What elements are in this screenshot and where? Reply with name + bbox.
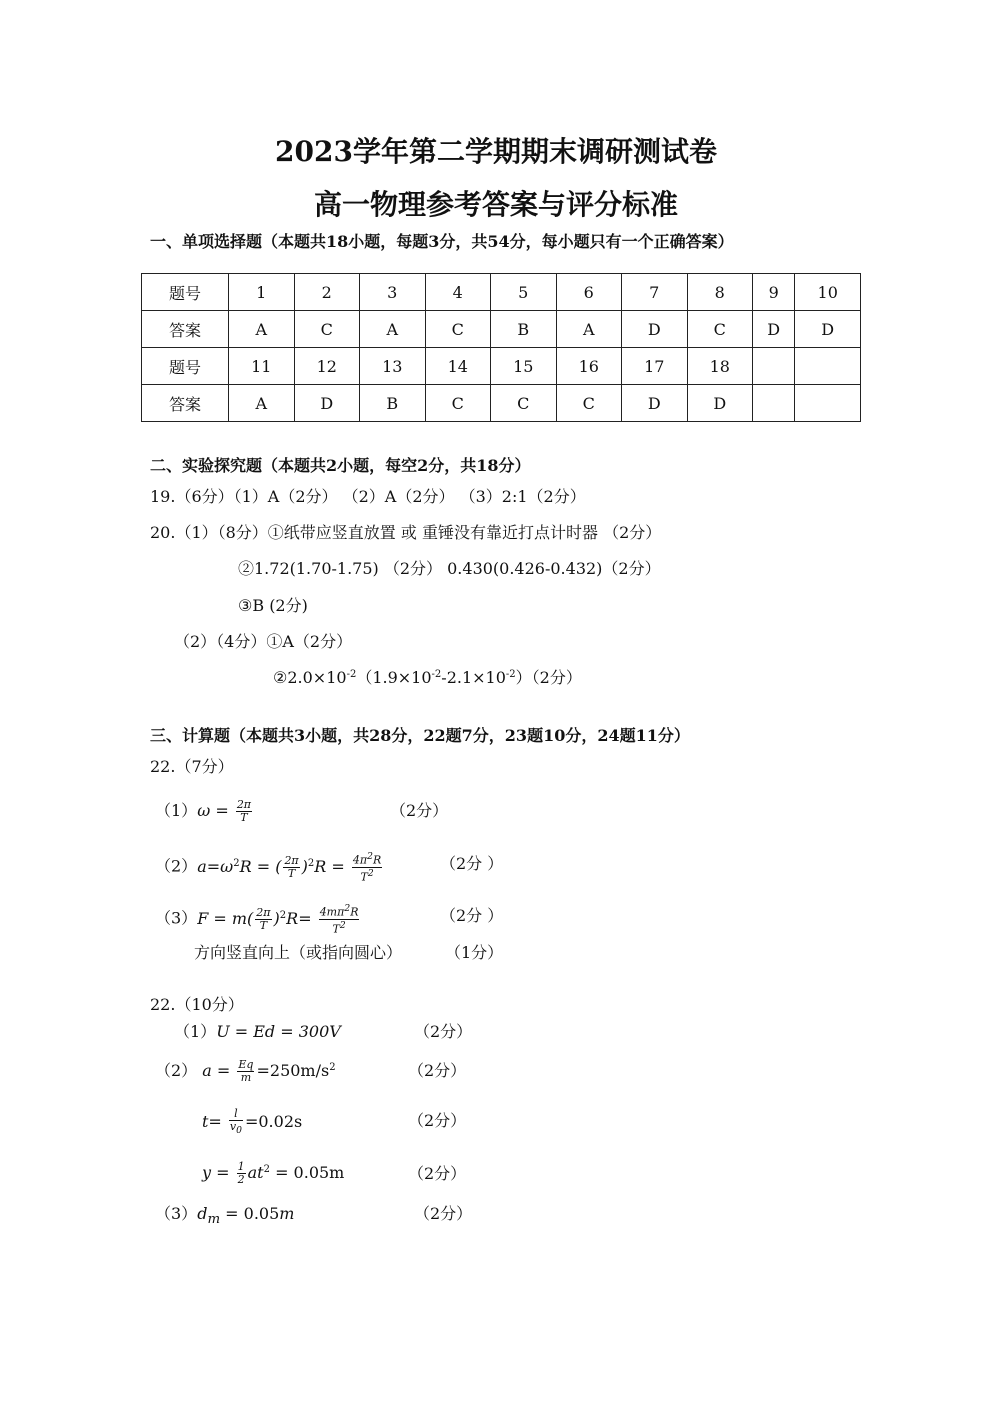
score: （1分）	[445, 943, 504, 962]
table-cell: C	[556, 385, 622, 422]
part-label: （2）	[155, 1061, 198, 1080]
section-2-header: 二、实验探究题（本题共2小题，每空2分，共18分）	[150, 456, 531, 475]
displacement-value: = 0.05m	[275, 1163, 345, 1182]
table-cell: C	[294, 311, 360, 348]
score: （2分）	[408, 1111, 467, 1130]
table-row	[142, 311, 861, 348]
acc-value: =250m/s	[256, 1061, 330, 1080]
table-cell	[795, 348, 861, 385]
table-row	[142, 274, 861, 311]
answer-22-direction: 方向竖直向上（或指向圆心）	[194, 943, 403, 962]
answer-22-part-3	[155, 903, 361, 935]
table-cell: 12	[294, 348, 360, 385]
answer-20-line-4: （2）（4分）①A（2分）	[174, 632, 353, 651]
table-cell: B	[360, 385, 426, 422]
answer-22-heading: 22.（7分）	[150, 757, 234, 776]
answer-20-range-end: -2.1×10	[441, 668, 506, 687]
unit-m: m	[279, 1204, 295, 1223]
part-label: （1）	[174, 1022, 217, 1041]
table-cell: 6	[556, 274, 622, 311]
table-cell: D	[294, 385, 360, 422]
answer-20-value: ②2.0×10	[273, 668, 347, 687]
table-cell: B	[491, 311, 557, 348]
formula-time: t= $\frac{l}{v_0}$	[202, 1107, 242, 1137]
table-cell: 2	[294, 274, 360, 311]
part-label: （3）	[155, 908, 198, 928]
table-cell: A	[229, 311, 295, 348]
answer-22b-part-2: （2） a = $\frac{Eq}{m}$ $=250m/s^2$	[155, 1058, 336, 1084]
table-cell: 16	[556, 348, 622, 385]
table-cell: A	[556, 311, 622, 348]
answer-22b-heading: 22.（10分）	[150, 995, 244, 1014]
answer-22b-time	[202, 1108, 302, 1137]
table-cell: 11	[229, 348, 295, 385]
exponent: -2	[431, 669, 442, 680]
row-label: 题号	[142, 348, 229, 385]
table-cell	[753, 348, 795, 385]
part-label: （2）	[155, 856, 198, 876]
exponent: -2	[505, 669, 516, 680]
table-cell: C	[425, 311, 491, 348]
table-cell: 14	[425, 348, 491, 385]
table-cell: D	[622, 385, 688, 422]
table-cell: 15	[491, 348, 557, 385]
score: （2分）	[390, 801, 449, 820]
table-cell: 8	[687, 274, 753, 311]
table-cell: 10	[795, 274, 861, 311]
answer-20-line-3: ③B (2分)	[238, 596, 308, 615]
time-value: =0.02s	[244, 1112, 303, 1132]
score: （2分 ）	[440, 854, 504, 873]
document-title: 2023学年第二学期期末调研测试卷	[275, 135, 717, 168]
table-cell: 13	[360, 348, 426, 385]
row-label: 答案	[142, 385, 229, 422]
table-row	[142, 385, 861, 422]
answer-20-range-start: （1.9×10	[356, 668, 432, 687]
formula-distance: $d_m$	[197, 1204, 221, 1228]
table-cell: 5	[491, 274, 557, 311]
answer-22b-part-3	[155, 1201, 294, 1227]
formula-displacement: y = $\frac{1}{2}$ $at^2$	[202, 1160, 270, 1186]
score: （2分 ）	[440, 906, 504, 925]
table-cell: C	[491, 385, 557, 422]
table-cell: D	[622, 311, 688, 348]
table-cell: C	[687, 311, 753, 348]
answer-20-line-5	[273, 665, 582, 688]
table-cell: 18	[687, 348, 753, 385]
formula-voltage: U = Ed = 300V	[216, 1022, 341, 1041]
row-label: 答案	[142, 311, 229, 348]
answer-20-line-1: 20.（1）（8分）①纸带应竖直放置 或 重锤没有靠近打点计时器 （2分）	[150, 523, 662, 542]
formula-acc-eq: a = $\frac{Eq}{m}$	[202, 1058, 254, 1084]
answer-22b-part-1	[174, 1019, 341, 1042]
distance-value: = 0.05	[225, 1204, 280, 1223]
table-cell: A	[360, 311, 426, 348]
answer-20-line-2: ②1.72(1.70-1.75) （2分） 0.430(0.426-0.432)（2分）	[238, 559, 661, 578]
answer-22b-displacement	[202, 1161, 344, 1186]
table-cell: C	[425, 385, 491, 422]
table-cell	[753, 385, 795, 422]
score: （2分）	[414, 1204, 473, 1223]
formula-omega: ω = $\frac{2\pi}{T}$	[197, 798, 252, 824]
score: （2分）	[408, 1061, 467, 1080]
document-subtitle: 高一物理参考答案与评分标准	[313, 188, 678, 221]
section-3-header: 三、计算题（本题共3小题，共28分，22题7分，23题10分，24题11分）	[150, 726, 690, 745]
table-cell: 17	[622, 348, 688, 385]
table-cell: D	[795, 311, 861, 348]
section-1-header: 一、单项选择题（本题共18小题，每题3分，共54分，每小题只有一个正确答案）	[150, 232, 734, 251]
table-cell: 4	[425, 274, 491, 311]
answer-19: 19.（6分）（1）A（2分） （2）A（2分） （3）2:1（2分）	[150, 487, 586, 506]
part-label: （3）	[155, 1204, 198, 1223]
row-label: 题号	[142, 274, 229, 311]
table-cell: D	[753, 311, 795, 348]
table-cell: D	[687, 385, 753, 422]
answer-20-score: ）（2分）	[515, 668, 582, 687]
answer-table	[141, 273, 861, 422]
answer-22-part-2	[155, 851, 384, 883]
table-cell: 9	[753, 274, 795, 311]
score: （2分）	[414, 1022, 473, 1041]
table-cell	[795, 385, 861, 422]
formula-force: F = m( $\frac{2\pi}{T}$ )$^2$R= $\frac{4m\pi^2R}{T^2}$	[197, 903, 359, 936]
answer-22-part-1	[155, 798, 254, 824]
score: （2分）	[408, 1164, 467, 1183]
part-label: （1）	[155, 801, 198, 820]
table-cell: 1	[229, 274, 295, 311]
exponent: -2	[346, 669, 357, 680]
table-cell: A	[229, 385, 295, 422]
formula-acceleration: $a=\omega^2R$ = ( $\frac{2\pi}{T}$ )$^2$R = $\frac{4\pi^2R}{T^2}$	[197, 851, 382, 884]
table-row	[142, 348, 861, 385]
table-cell: 3	[360, 274, 426, 311]
table-cell: 7	[622, 274, 688, 311]
